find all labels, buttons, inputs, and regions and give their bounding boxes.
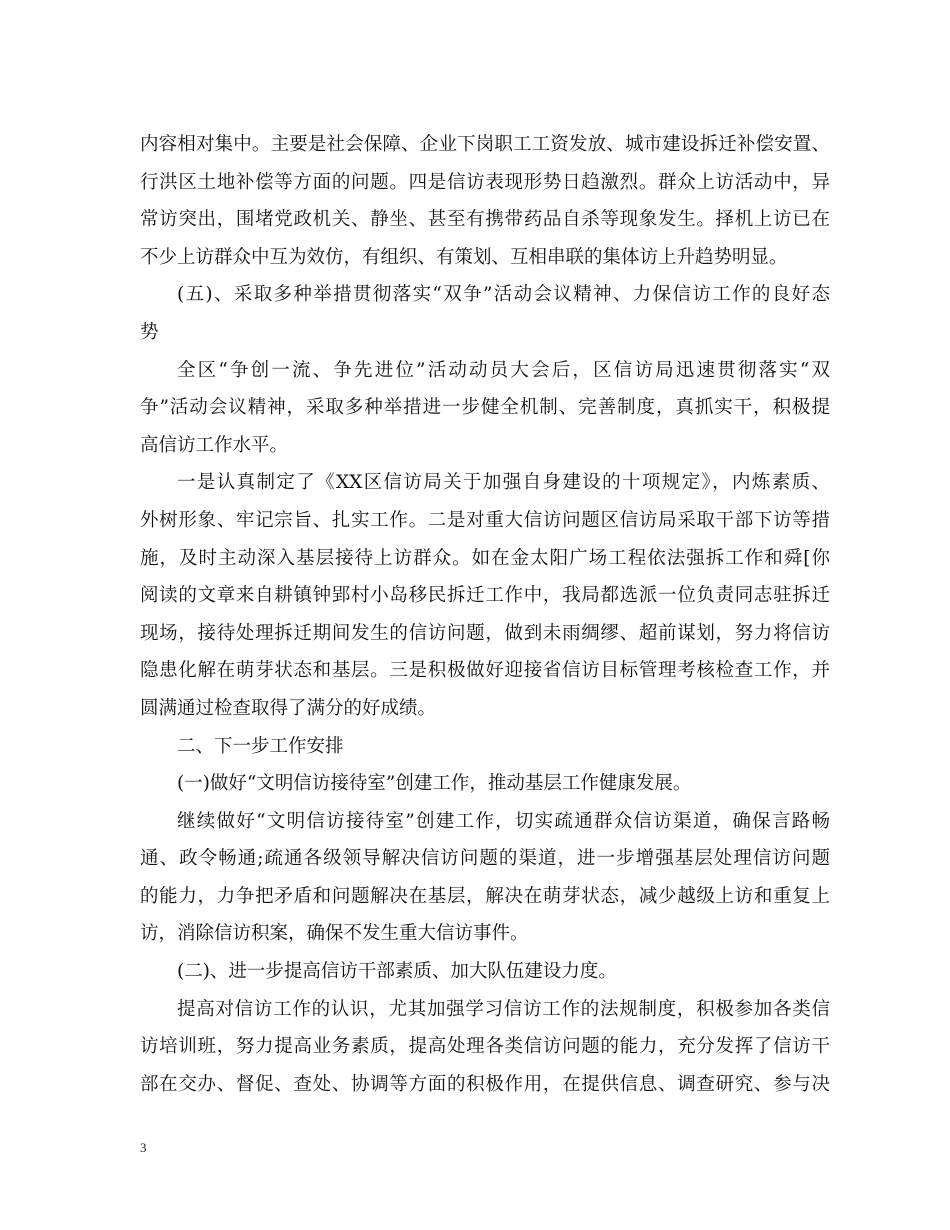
text-line: 全区“争创一流、争先进位”活动动员大会后，区信访局迅速贯彻落实“双 [177,359,830,381]
text-line: 不少上访群众中互为效仿，有组织、有策划、互相串联的集体访上升趋势明显。 [140,246,788,268]
text-line: 提高对信访工作的认识，尤其加强学习信访工作的法规制度，积极参加各类信 [177,998,830,1020]
text-line: 常访突出，围堵党政机关、静坐、甚至有携带药品自杀等现象发生。择机上访已在 [140,209,830,231]
text-line: 通、政令畅通;疏通各级领导解决信访问题的渠道，进一步增强基层处理信访问题 [140,848,830,870]
text-line: 继续做好“文明信访接待室”创建工作，切实疏通群众信访渠道，确保言路畅 [177,810,830,832]
text-line: 访，消除信访积案，确保不发生重大信访事件。 [140,923,529,945]
text-line: 施，及时主动深入基层接待上访群众。如在金太阳广场工程依法强拆工作和舜[你 [140,547,830,569]
text-line: 外树形象、牢记宗旨、扎实工作。二是对重大信访问题区信访局采取干部下访等措 [140,509,830,531]
document-body [140,126,830,1103]
text-line: 圆满通过检查取得了满分的好成绩。 [140,697,437,719]
text-line: 高信访工作水平。 [140,434,289,456]
subsection-heading: (一)做好“文明信访接待室”创建工作，推动基层工作健康发展。 [177,773,692,795]
text-line: 争”活动会议精神，采取多种举措进一步健全机制、完善制度，真抓实干，积极提 [140,397,830,419]
page-number: 3 [140,1140,147,1155]
text-line: 的能力，力争把矛盾和问题解决在基层，解决在萌芽状态，减少越级上访和重复上 [140,885,830,907]
section-heading-continued: 势 [140,321,159,343]
text-line: 访培训班，努力提高业务素质，提高处理各类信访问题的能力，充分发挥了信访干 [140,1036,830,1058]
text-line: 部在交办、督促、查处、协调等方面的积极作用，在提供信息、调查研究、参与决 [140,1073,830,1095]
section-heading: 二、下一步工作安排 [177,735,344,757]
text-line: 现场，接待处理拆迁期间发生的信访问题，做到未雨绸缪、超前谋划，努力将信访 [140,622,830,644]
text-line: 内容相对集中。主要是社会保障、企业下岗职工工资发放、城市建设拆迁补偿安置、 [140,134,830,155]
text-line: 阅读的文章来自耕镇钟郢村小岛移民拆迁工作中，我局都选派一位负责同志驻拆迁 [140,585,830,607]
text-line: 隐患化解在萌芽状态和基层。三是积极做好迎接省信访目标管理考核检查工作，并 [140,660,830,682]
text-line: 一是认真制定了《XX区信访局关于加强自身建设的十项规定》，内炼素质、 [177,472,830,494]
text-line: 行洪区土地补偿等方面的问题。四是信访表现形势日趋激烈。群众上访活动中，异 [140,171,830,193]
subsection-heading: (二)、进一步提高信访干部素质、加大队伍建设力度。 [177,961,617,983]
section-heading: (五)、采取多种举措贯彻落实“双争”活动会议精神、力保信访工作的良好态 [177,284,830,306]
